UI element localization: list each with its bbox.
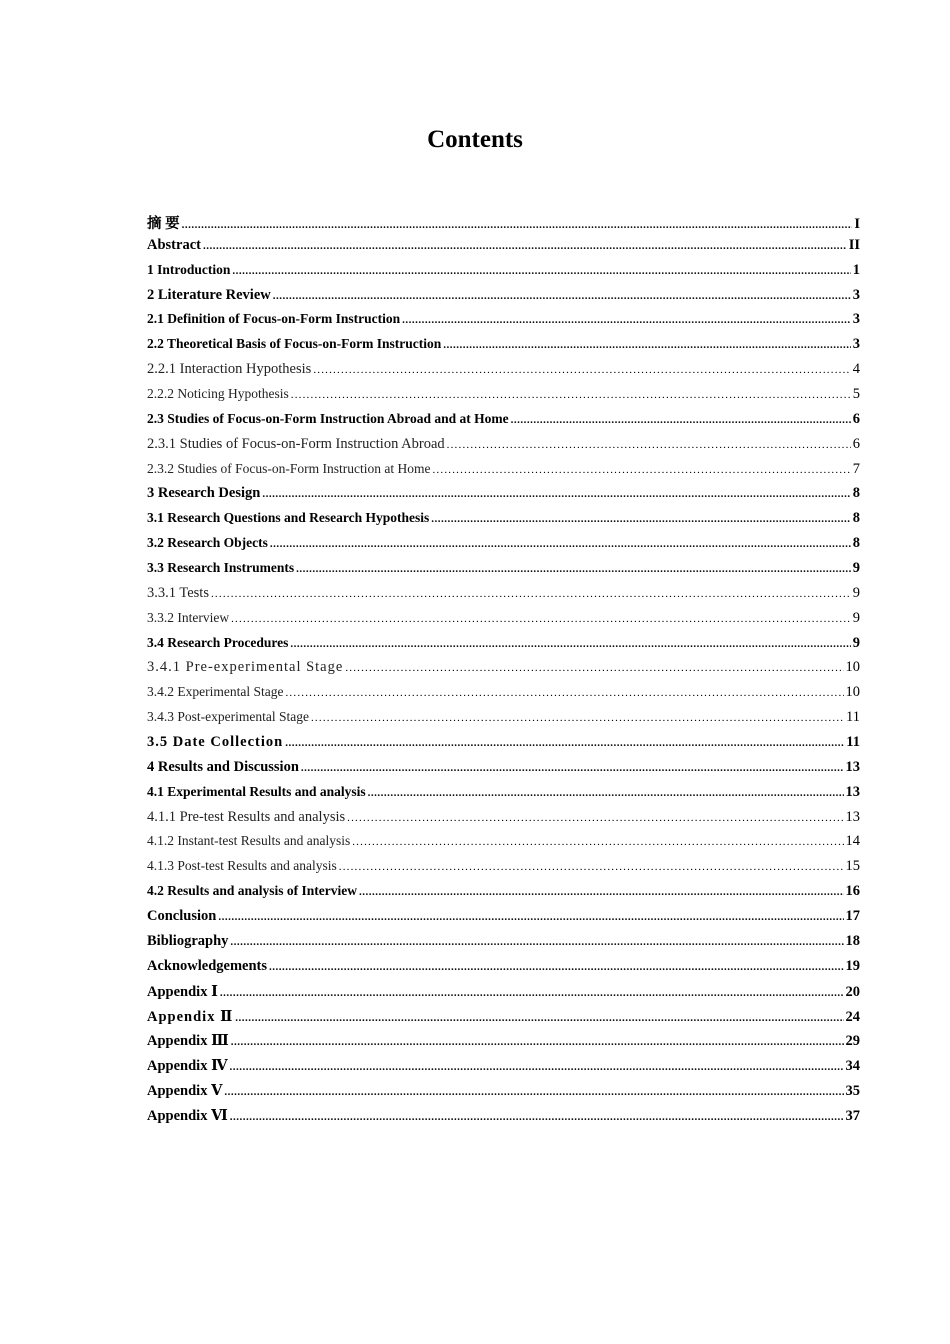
toc-entry-label: 3 Research Design: [147, 485, 261, 502]
dot-leader: [273, 290, 851, 302]
toc-entry-page-number: 34: [845, 1058, 860, 1075]
toc-entry-page-number: 9: [852, 634, 860, 651]
toc-entry-page-number: 19: [845, 957, 860, 974]
toc-entry-label: 4.2 Results and analysis of Interview: [147, 883, 358, 899]
dot-leader: [231, 1036, 844, 1048]
toc-entry[interactable]: [147, 659, 860, 684]
toc-entry-page-number: 7: [852, 460, 860, 477]
toc-entry-page-number: 8: [852, 485, 860, 502]
dot-leader: [285, 737, 844, 749]
dot-leader: [511, 414, 851, 426]
toc-entry-page-number: I: [854, 216, 860, 232]
dot-leader: [345, 662, 843, 674]
dot-leader: [313, 364, 850, 376]
dot-leader: [232, 265, 850, 277]
toc-entry[interactable]: [147, 535, 860, 560]
dot-leader: [290, 638, 850, 650]
dot-leader: [230, 1061, 844, 1073]
toc-entry-label: 3.3.2 Interview: [147, 609, 230, 625]
toc-entry-label: Bibliography: [147, 932, 229, 949]
dot-leader: [443, 339, 851, 351]
toc-entry[interactable]: [147, 386, 860, 411]
dot-leader: [270, 538, 851, 550]
toc-entry-label: 2.2 Theoretical Basis of Focus-on-Form Instruction: [147, 336, 442, 352]
toc-entry[interactable]: [147, 933, 860, 958]
toc-entry-page-number: 24: [845, 1008, 860, 1025]
toc-entry-label: Appendix Ⅵ: [147, 1107, 228, 1124]
toc-entry[interactable]: [147, 1008, 860, 1033]
toc-entry-label: 4.1.1 Pre-test Results and analysis: [147, 808, 346, 825]
dot-leader: [352, 836, 843, 848]
toc-entry-page-number: 3: [852, 336, 860, 353]
dot-leader: [262, 488, 850, 500]
toc-entry[interactable]: [147, 709, 860, 734]
toc-entry-page-number: 6: [852, 435, 860, 452]
toc-entry-label: 4.1 Experimental Results and analysis: [147, 783, 366, 799]
toc-entry-page-number: 9: [852, 560, 860, 577]
toc-entry-page-number: 13: [845, 808, 860, 825]
toc-entry-page-number: 11: [846, 709, 860, 726]
toc-entry-page-number: 10: [845, 684, 860, 701]
toc-entry-label: 2.2.2 Noticing Hypothesis: [147, 386, 289, 402]
toc-entry-page-number: II: [848, 236, 860, 253]
toc-entry-label: Appendix Ⅱ: [147, 1008, 234, 1025]
toc-entry[interactable]: [147, 734, 860, 759]
toc-entry[interactable]: [147, 510, 860, 535]
toc-entry-page-number: 29: [845, 1033, 860, 1050]
toc-entry[interactable]: [147, 461, 860, 486]
toc-entry-label: Appendix Ⅴ: [147, 1083, 223, 1100]
toc-entry[interactable]: [147, 287, 860, 312]
toc-entry[interactable]: [147, 1032, 860, 1057]
toc-entry-label: 2.3.1 Studies of Focus-on-Form Instruction Abroad: [147, 435, 445, 452]
toc-entry-page-number: 8: [852, 535, 860, 552]
toc-entry-page-number: 11: [846, 734, 860, 751]
toc-entry-page-number: 37: [845, 1107, 860, 1124]
table-of-contents: [147, 212, 860, 1132]
toc-entry[interactable]: [147, 759, 860, 784]
toc-entry-page-number: 9: [852, 584, 860, 601]
dot-leader: [218, 911, 843, 923]
dot-leader: [311, 712, 844, 724]
toc-entry-label: 2 Literature Review: [147, 286, 271, 303]
toc-entry[interactable]: [147, 560, 860, 585]
toc-entry[interactable]: [147, 610, 860, 635]
toc-entry-page-number: 13: [845, 758, 860, 775]
page-title: Contents: [427, 126, 523, 153]
dot-leader: [269, 961, 843, 973]
toc-entry-page-number: 9: [852, 609, 860, 626]
toc-entry-label: 2.3 Studies of Focus-on-Form Instruction Abroad and at Home: [147, 410, 509, 426]
toc-entry[interactable]: [147, 311, 860, 336]
toc-entry[interactable]: [147, 858, 860, 883]
dot-leader: [431, 513, 850, 525]
toc-entry-page-number: 3: [852, 286, 860, 303]
toc-entry-label: Abstract: [147, 236, 201, 253]
toc-entry-page-number: 17: [845, 908, 860, 925]
dot-leader: [224, 1086, 843, 1098]
toc-entry[interactable]: [147, 958, 860, 983]
toc-entry-label: 3.4.3 Post-experimental Stage: [147, 709, 309, 725]
dot-leader: [211, 588, 851, 600]
dot-leader: [203, 240, 847, 252]
toc-entry-label: 2.2.1 Interaction Hypothesis: [147, 361, 312, 378]
dot-leader: [296, 563, 851, 575]
toc-entry-page-number: 14: [845, 833, 860, 850]
toc-entry[interactable]: [147, 635, 860, 660]
toc-entry[interactable]: [147, 908, 860, 933]
dot-leader: [432, 464, 850, 476]
toc-entry-label: 1 Introduction: [147, 261, 231, 277]
toc-entry-label: Acknowledgements: [147, 957, 268, 974]
dot-leader: [220, 987, 844, 999]
toc-entry-page-number: 3: [852, 311, 860, 328]
dot-leader: [301, 762, 844, 774]
toc-entry[interactable]: [147, 684, 860, 709]
toc-entry-label: Appendix Ⅰ: [147, 983, 218, 1000]
dot-leader: [402, 314, 851, 326]
dot-leader: [231, 613, 851, 625]
dot-leader: [347, 812, 843, 824]
dot-leader: [291, 389, 851, 401]
toc-entry-page-number: 20: [845, 983, 860, 1000]
toc-entry-label: 2.3.2 Studies of Focus-on-Form Instruction at Home: [147, 460, 431, 476]
toc-entry-label: 3.4.2 Experimental Stage: [147, 684, 284, 700]
toc-entry[interactable]: [147, 212, 860, 237]
dot-leader: [182, 219, 853, 231]
toc-entry[interactable]: [147, 1082, 860, 1107]
toc-entry[interactable]: [147, 883, 860, 908]
dot-leader: [230, 1111, 844, 1123]
toc-entry-label: 3.2 Research Objects: [147, 535, 268, 551]
toc-entry[interactable]: [147, 833, 860, 858]
toc-entry[interactable]: [147, 336, 860, 361]
dot-leader: [230, 936, 843, 948]
dot-leader: [447, 439, 851, 451]
toc-entry-label: 2.1 Definition of Focus-on-Form Instruction: [147, 311, 401, 327]
toc-entry-page-number: 10: [845, 659, 860, 676]
toc-entry[interactable]: [147, 237, 860, 262]
toc-entry[interactable]: [147, 361, 860, 386]
toc-entry-label: Appendix Ⅲ: [147, 1033, 229, 1050]
toc-entry-label: 3.1 Research Questions and Research Hypothesis: [147, 510, 430, 526]
toc-entry[interactable]: [147, 1107, 860, 1132]
toc-entry-label: 3.3 Research Instruments: [147, 560, 295, 576]
toc-entry-label: 4.1.2 Instant-test Results and analysis: [147, 833, 351, 849]
toc-entry[interactable]: [147, 784, 860, 809]
toc-entry-page-number: 6: [852, 410, 860, 427]
toc-entry-label: 3.3.1 Tests: [147, 584, 209, 601]
toc-entry[interactable]: [147, 436, 860, 461]
toc-entry[interactable]: [147, 411, 860, 436]
toc-entry-label: 3.4.1 Pre-experimental Stage: [147, 659, 344, 676]
toc-entry-label: 4.1.3 Post-test Results and analysis: [147, 858, 337, 874]
toc-entry-label: Conclusion: [147, 908, 217, 925]
toc-entry-label: 3.4 Research Procedures: [147, 634, 289, 650]
toc-entry[interactable]: [147, 809, 860, 834]
toc-entry[interactable]: [147, 262, 860, 287]
toc-entry-page-number: 8: [852, 510, 860, 527]
toc-entry-page-number: 16: [845, 883, 860, 900]
dot-leader: [235, 1012, 843, 1024]
toc-entry-label: 4 Results and Discussion: [147, 758, 299, 775]
toc-entry-page-number: 15: [845, 858, 860, 875]
toc-entry-label: Appendix Ⅳ: [147, 1058, 228, 1075]
toc-entry[interactable]: [147, 983, 860, 1008]
toc-entry[interactable]: [147, 585, 860, 610]
toc-entry[interactable]: [147, 1057, 860, 1082]
toc-entry-page-number: 5: [852, 386, 860, 403]
toc-entry-page-number: 1: [852, 261, 860, 278]
dot-leader: [285, 687, 843, 699]
toc-entry-page-number: 18: [845, 932, 860, 949]
toc-entry-page-number: 35: [845, 1083, 860, 1100]
dot-leader: [359, 886, 843, 898]
toc-entry[interactable]: [147, 485, 860, 510]
dot-leader: [339, 861, 844, 873]
toc-entry-page-number: 13: [845, 783, 860, 800]
toc-entry-label: 3.5 Date Collection: [147, 734, 284, 751]
toc-entry-label: 摘 要: [147, 216, 180, 232]
dot-leader: [368, 787, 844, 799]
toc-entry-page-number: 4: [852, 361, 860, 378]
